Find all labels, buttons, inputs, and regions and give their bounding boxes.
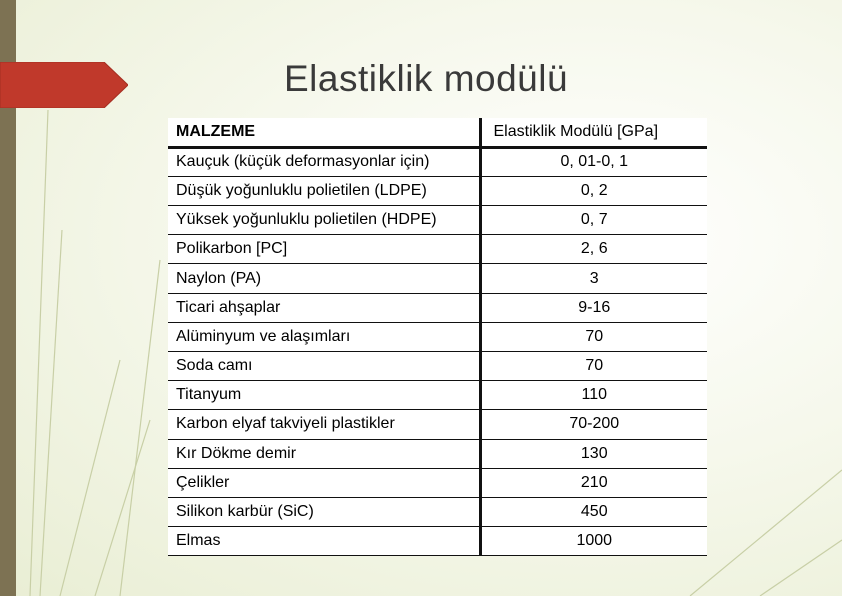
material-cell: Karbon elyaf takviyeli plastikler — [168, 410, 480, 439]
material-cell: Kır Dökme demir — [168, 439, 480, 468]
header-modulus: Elastiklik Modülü [GPa] — [480, 118, 707, 147]
table-row — [168, 468, 707, 497]
arrow-tab-shape — [0, 62, 128, 108]
material-cell: Yüksek yoğunluklu polietilen (HDPE) — [168, 206, 480, 235]
modulus-cell: 110 — [480, 381, 707, 410]
header-material: MALZEME — [168, 118, 480, 147]
table-row — [168, 235, 707, 264]
material-cell: Naylon (PA) — [168, 264, 480, 293]
modulus-cell: 1000 — [480, 527, 707, 556]
material-cell: Elmas — [168, 527, 480, 556]
modulus-cell: 0, 7 — [480, 206, 707, 235]
table-row — [168, 176, 707, 205]
material-cell: Düşük yoğunluklu polietilen (LDPE) — [168, 176, 480, 205]
slide-title: Elastiklik modülü — [284, 58, 569, 99]
modulus-cell: 2, 6 — [480, 235, 707, 264]
material-cell: Silikon karbür (SiC) — [168, 497, 480, 526]
material-cell: Alüminyum ve alaşımları — [168, 322, 480, 351]
elastic-modulus-table — [168, 118, 707, 556]
table-row — [168, 527, 707, 556]
table-row — [168, 264, 707, 293]
modulus-cell: 70 — [480, 352, 707, 381]
table-row — [168, 293, 707, 322]
modulus-cell: 9-16 — [480, 293, 707, 322]
table-row — [168, 410, 707, 439]
table-row — [168, 381, 707, 410]
table-row — [168, 322, 707, 351]
material-cell: Soda camı — [168, 352, 480, 381]
material-cell: Titanyum — [168, 381, 480, 410]
modulus-cell: 70 — [480, 322, 707, 351]
table-row — [168, 206, 707, 235]
table-header-row — [168, 118, 707, 147]
table-row — [168, 147, 707, 176]
modulus-cell: 210 — [480, 468, 707, 497]
modulus-cell: 450 — [480, 497, 707, 526]
table-row — [168, 439, 707, 468]
modulus-cell: 3 — [480, 264, 707, 293]
material-cell: Kauçuk (küçük deformasyonlar için) — [168, 147, 480, 176]
modulus-cell: 130 — [480, 439, 707, 468]
material-cell: Çelikler — [168, 468, 480, 497]
modulus-cell: 0, 01-0, 1 — [480, 147, 707, 176]
modulus-cell: 70-200 — [480, 410, 707, 439]
modulus-cell: 0, 2 — [480, 176, 707, 205]
material-cell: Polikarbon [PC] — [168, 235, 480, 264]
table-row — [168, 497, 707, 526]
table-row — [168, 352, 707, 381]
material-cell: Ticari ahşaplar — [168, 293, 480, 322]
